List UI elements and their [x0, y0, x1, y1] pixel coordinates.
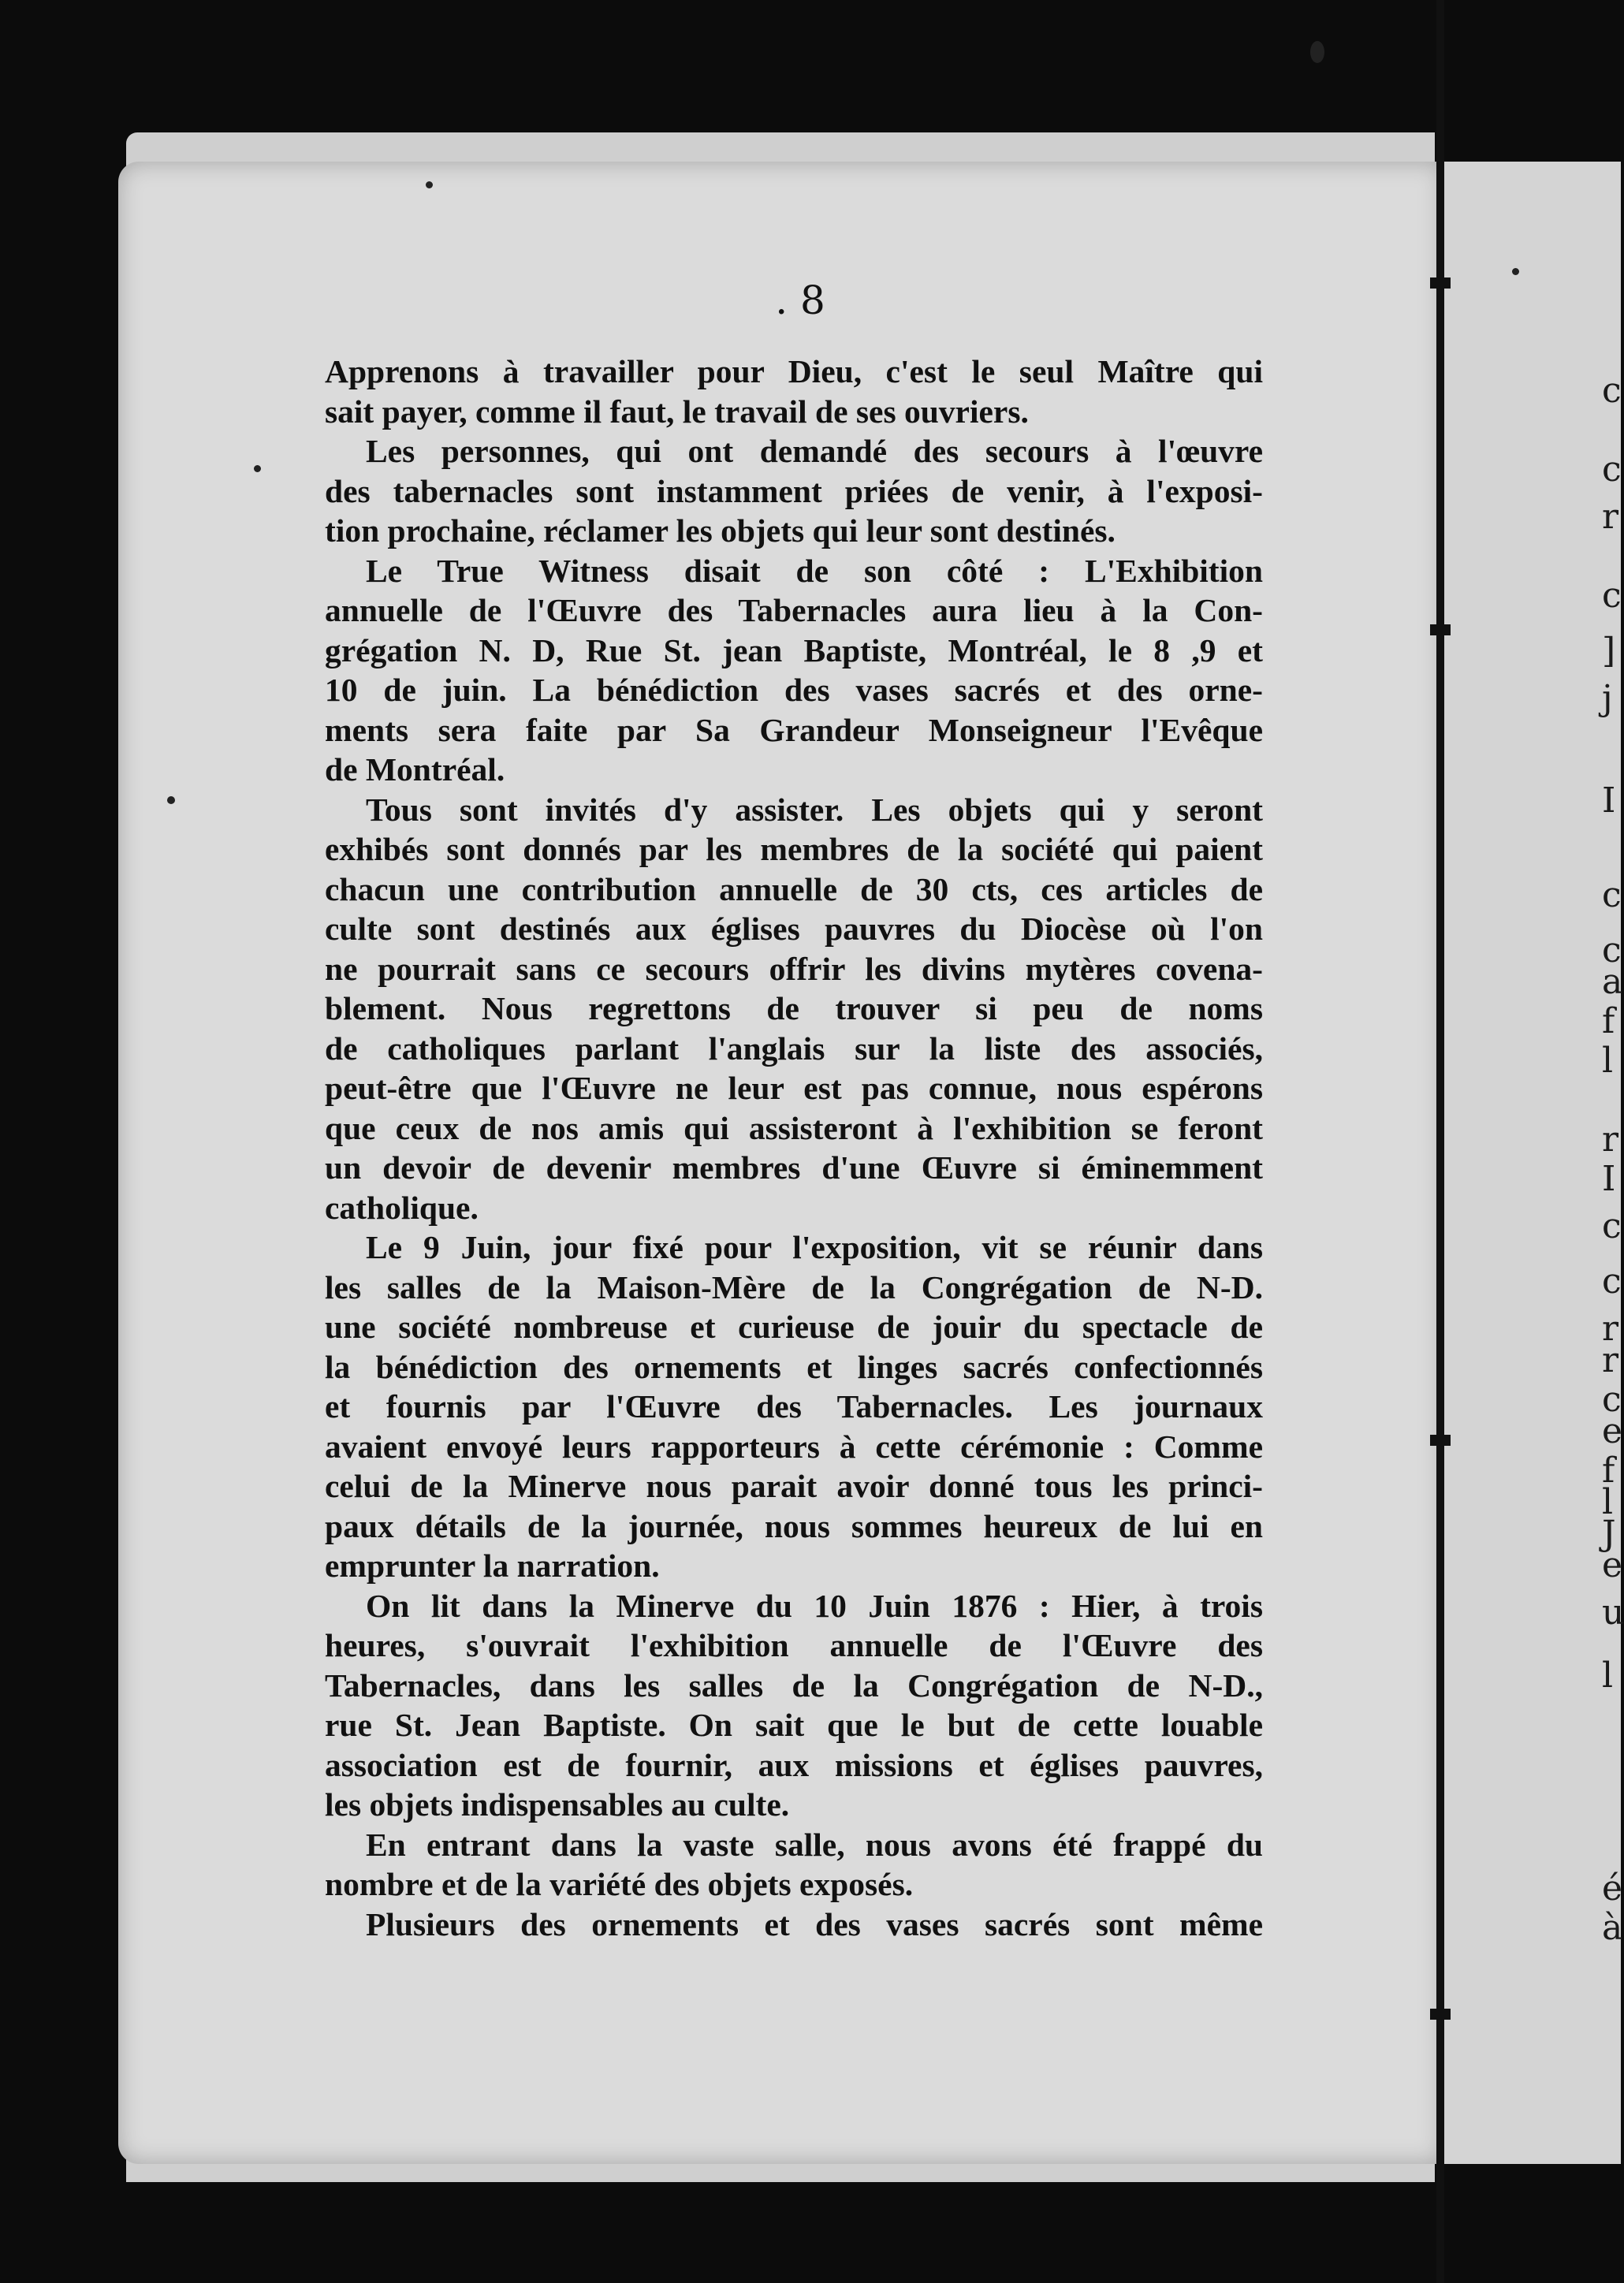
text-line: sait payer, comme il faut, le travail de ses ouvriers. [325, 393, 1029, 430]
facing-page-glyph: c [1602, 930, 1622, 970]
facing-page-glyph: a [1602, 962, 1623, 1002]
facing-page-glyph: I [1602, 780, 1616, 821]
dust-speck [254, 465, 261, 472]
facing-page-glyph: c [1602, 1261, 1622, 1302]
facing-page-edge [1443, 162, 1621, 2164]
text-line: paux détails de la journée, nous sommes heureux de lui en [325, 1507, 1263, 1544]
text-line: ne pourrait sans ce secours offrir les divins mytères covena- [325, 950, 1263, 987]
text-line: Le 9 Juin, jour fixé pour l'exposition, vit se réunir dans [366, 1229, 1263, 1265]
text-line: Plusieurs des ornements et des vases sacrés sont même [366, 1905, 1263, 1942]
facing-page-glyph: r [1602, 1119, 1619, 1160]
text-line: des tabernacles sont instamment priées de venir, à l'exposi- [325, 472, 1263, 509]
text-line: celui de la Minerve nous parait avoir donné tous les princi- [325, 1468, 1263, 1504]
text-line: nombre et de la variété des objets exposés. [325, 1866, 914, 1902]
facing-page-glyph: u [1602, 1592, 1624, 1633]
text-line: catholique. [325, 1189, 479, 1226]
dust-speck [426, 181, 433, 188]
facing-page-glyph: r [1602, 1309, 1619, 1349]
text-line: Les personnes, qui ont demandé des secours à l'œuvre [366, 433, 1263, 469]
facing-page-glyph: c [1602, 371, 1622, 411]
facing-page-glyph: l [1602, 1482, 1614, 1522]
body-text [325, 352, 1263, 1944]
text-line: tion prochaine, réclamer les objets qui leur sont destinés. [325, 512, 1116, 549]
text-line: Le True Witness disait de son côté : L'Exhibition [366, 552, 1263, 589]
facing-page-glyph: ] [1602, 631, 1616, 671]
text-line: un devoir de devenir membres d'une Œuvre si éminemment [325, 1149, 1263, 1186]
text-line: Tabernacles, dans les salles de la Congrégation de N-D., [325, 1667, 1263, 1704]
text-line: exhibés sont donnés par les membres de la société qui paient [325, 831, 1263, 867]
text-line: grégation N. D, Rue St. jean Baptiste, Montréal, le 8 ,9 et [325, 631, 1263, 669]
fold-mark [1430, 1435, 1451, 1446]
dust-speck [1512, 268, 1519, 275]
facing-page-glyph: f [1602, 1001, 1615, 1041]
text-line: de Montréal. [325, 751, 505, 788]
facing-page-glyph: r [1602, 1340, 1619, 1380]
facing-page-glyph: J [1602, 1514, 1616, 1554]
text-line: culte sont destinés aux églises pauvres du Diocèse où l'on [325, 911, 1263, 947]
text-line: les salles de la Maison-Mère de la Congrégation de N-D. [325, 1268, 1263, 1305]
facing-page-glyph: e [1602, 1545, 1623, 1585]
text-line: emprunter la narration. [325, 1547, 660, 1584]
text-line: En entrant dans la vaste salle, nous avons été frappé du [366, 1826, 1263, 1863]
binding-fold [1436, 0, 1444, 2283]
facing-page-glyph: à [1602, 1908, 1623, 1948]
facing-page-glyph: f [1602, 1451, 1615, 1491]
facing-page-glyph: c [1602, 575, 1622, 616]
facing-page-glyph: r [1602, 497, 1619, 537]
facing-page-glyph: j [1602, 678, 1613, 718]
text-line: les objets indispensables au culte. [325, 1786, 790, 1823]
facing-page-glyph: l [1602, 1655, 1614, 1696]
facing-page-glyph: c [1602, 1206, 1622, 1246]
text-line: et fournis par l'Œuvre des Tabernacles. Les journaux [325, 1388, 1263, 1425]
text-line: Apprenons à travailler pour Dieu, c'est le seul Maître qui [325, 353, 1263, 389]
text-line: heures, s'ouvrait l'exhibition annuelle de l'Œuvre des [325, 1627, 1263, 1663]
page-number: . 8 [775, 277, 825, 323]
fold-mark [1430, 277, 1451, 289]
text-line: rue St. Jean Baptiste. On sait que le but de cette louable [325, 1707, 1263, 1743]
text-line: avaient envoyé leurs rapporteurs à cette cérémonie : Comme [325, 1428, 1263, 1465]
text-line: de catholiques parlant l'anglais sur la liste des associés, [325, 1030, 1263, 1067]
facing-page-glyph: l [1602, 1041, 1614, 1081]
facing-page-glyph: c [1602, 875, 1622, 915]
text-line: une société nombreuse et curieuse de jouir du spectacle de [325, 1309, 1263, 1345]
facing-page-glyph: c [1602, 449, 1622, 490]
text-line: que ceux de nos amis qui assisteront à l'exhibition se feront [325, 1109, 1263, 1146]
text-line: peut-être que l'Œuvre ne leur est pas connue, nous espérons [325, 1070, 1263, 1106]
dust-speck [1310, 41, 1324, 63]
text-line: la bénédiction des ornements et linges sacrés confectionnés [325, 1348, 1263, 1385]
text-line: Tous sont invités d'y assister. Les objets qui y seront [366, 791, 1263, 828]
fold-mark [1430, 2009, 1451, 2020]
text-line: On lit dans la Minerve du 10 Juin 1876 : Hier, à trois [366, 1587, 1263, 1624]
text-line: association est de fournir, aux missions et églises pauvres, [325, 1746, 1263, 1783]
fold-mark [1430, 624, 1451, 635]
text-line: 10 de juin. La bénédiction des vases sacrés et des orne- [325, 672, 1263, 708]
text-line: chacun une contribution annuelle de 30 cts, ces articles de [325, 870, 1263, 907]
text-line: blement. Nous regrettons de trouver si peu de noms [325, 990, 1263, 1026]
facing-page-glyph: c [1602, 1380, 1622, 1420]
text-line: annuelle de l'Œuvre des Tabernacles aura lieu à la Con- [325, 592, 1263, 628]
dust-speck [167, 796, 175, 804]
facing-page-glyph: e [1602, 1411, 1623, 1451]
text-line: ments sera faite par Sa Grandeur Monseigneur l'Evêque [325, 711, 1263, 748]
facing-page-glyph: I [1602, 1159, 1616, 1199]
facing-page-glyph: é [1602, 1868, 1623, 1909]
